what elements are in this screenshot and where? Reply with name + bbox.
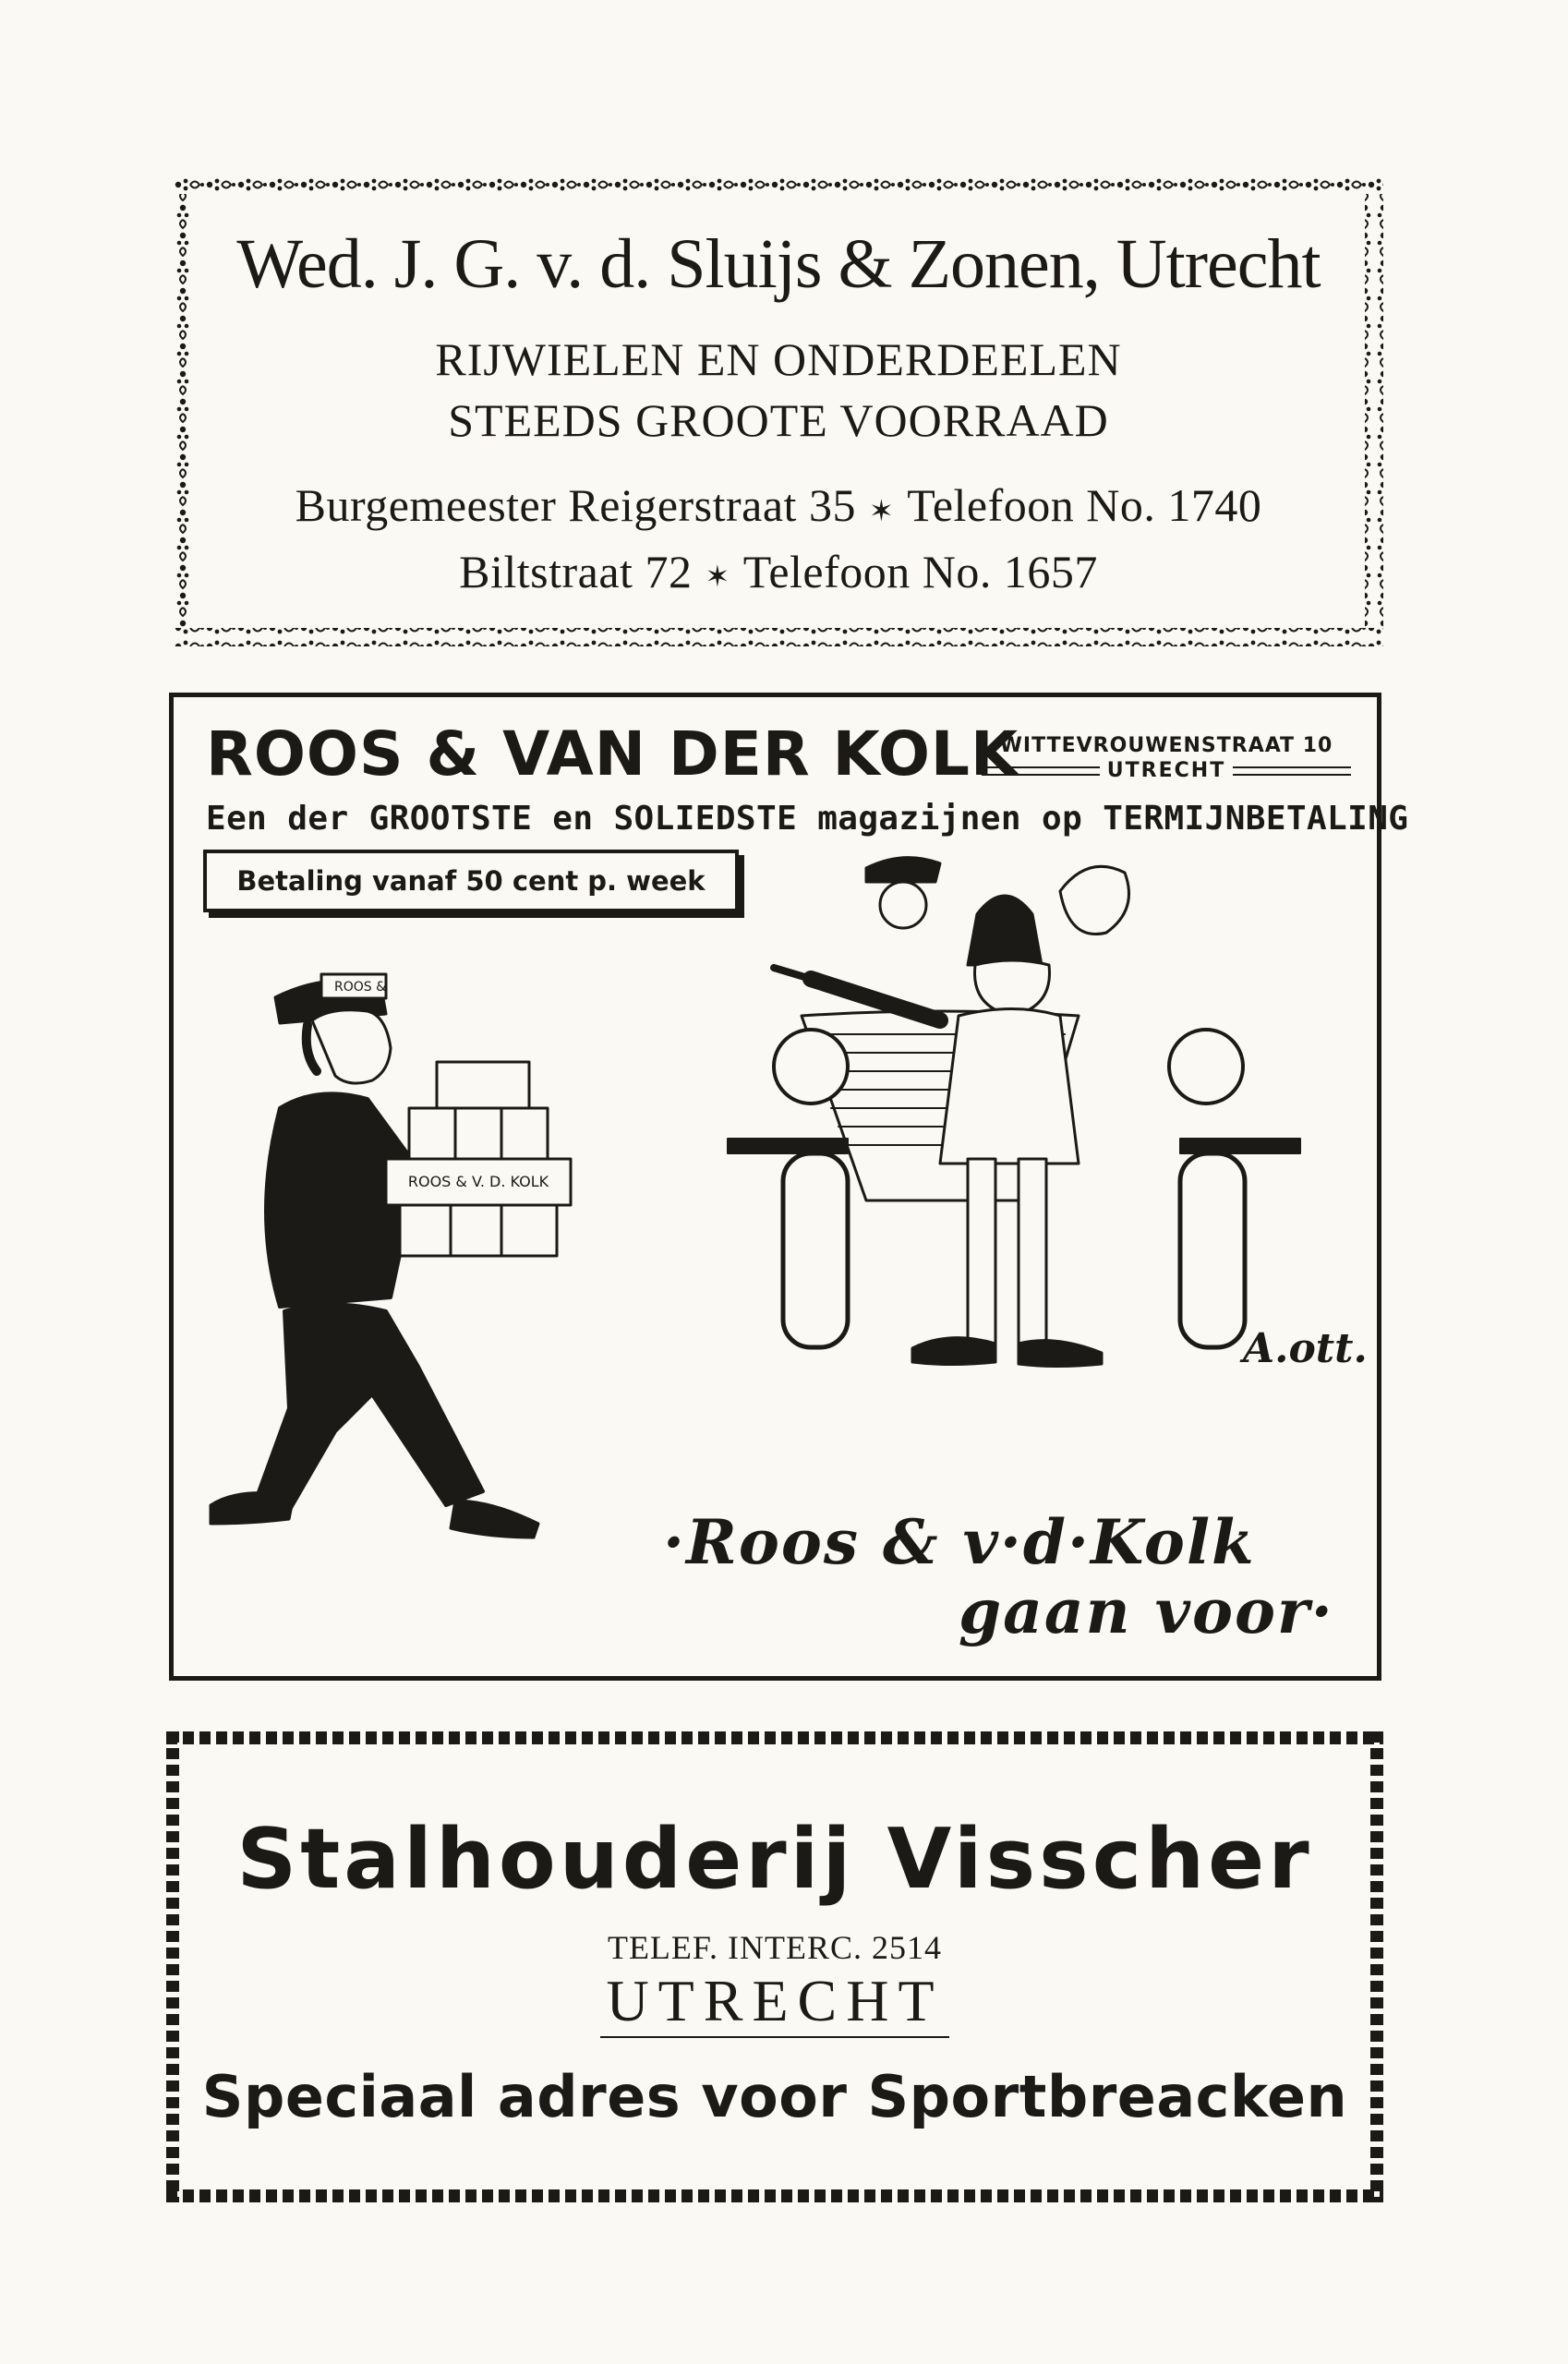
stock-line: STEEDS GROOTE VOORRAAD xyxy=(448,394,1109,446)
cap-label: ROOS & xyxy=(333,980,387,995)
address-2: Biltstraat 72 xyxy=(459,545,693,597)
box-label: ROOS & V. D. KOLK xyxy=(407,1173,549,1190)
artist-signature: A.ott. xyxy=(1243,1325,1368,1372)
business-name: Stalhouderij Visscher xyxy=(236,1811,1313,1908)
product-line: RIJWIELEN EN ONDERDEELEN xyxy=(435,333,1122,385)
ad-visscher xyxy=(166,1731,1383,2202)
street-address: WITTEVROUWENSTRAAT 10 xyxy=(999,734,1333,757)
ad-roos-van-der-kolk xyxy=(169,693,1409,1681)
firm-name: Wed. J. G. v. d. Sluijs & Zonen, Utrecht xyxy=(236,225,1321,303)
rule-right xyxy=(1233,766,1351,776)
star-separator-icon: ✶ xyxy=(705,560,730,594)
address-line-1 xyxy=(201,475,1356,541)
city-name: UTRECHT xyxy=(600,1968,948,2038)
star-separator-icon: ✶ xyxy=(868,493,895,527)
rule-left xyxy=(982,766,1100,776)
slogan-line-2: gaan voor· xyxy=(959,1575,1334,1647)
city-name: UTRECHT xyxy=(1106,759,1226,782)
brand-name: ROOS & VAN DER KOLK xyxy=(206,718,1019,790)
car-and-policeman-figure xyxy=(728,858,1300,1367)
address-line-2 xyxy=(201,541,1356,608)
delivery-man-figure xyxy=(211,974,571,1538)
tagline: Een der GROOTSTE en SOLIEDSTE magazijnen op TERMIJNBETALING xyxy=(206,800,1409,838)
address-block xyxy=(982,734,1351,782)
city-row xyxy=(982,760,1351,782)
address-1: Burgemeester Reigerstraat 35 xyxy=(295,479,856,531)
phone-1: Telefoon No. 1740 xyxy=(907,479,1262,531)
payment-box: Betaling vanaf 50 cent p. week xyxy=(203,850,739,912)
phone-2: Telefoon No. 1657 xyxy=(742,545,1098,597)
telephone: TELEF. INTERC. 2514 xyxy=(607,1929,943,1966)
slogan-line-1: ·Roos & v·d·Kolk xyxy=(663,1506,1256,1578)
specialty-line: Speciaal adres voor Sportbreacken xyxy=(201,2063,1348,2130)
ad-sluijs xyxy=(174,175,1383,646)
